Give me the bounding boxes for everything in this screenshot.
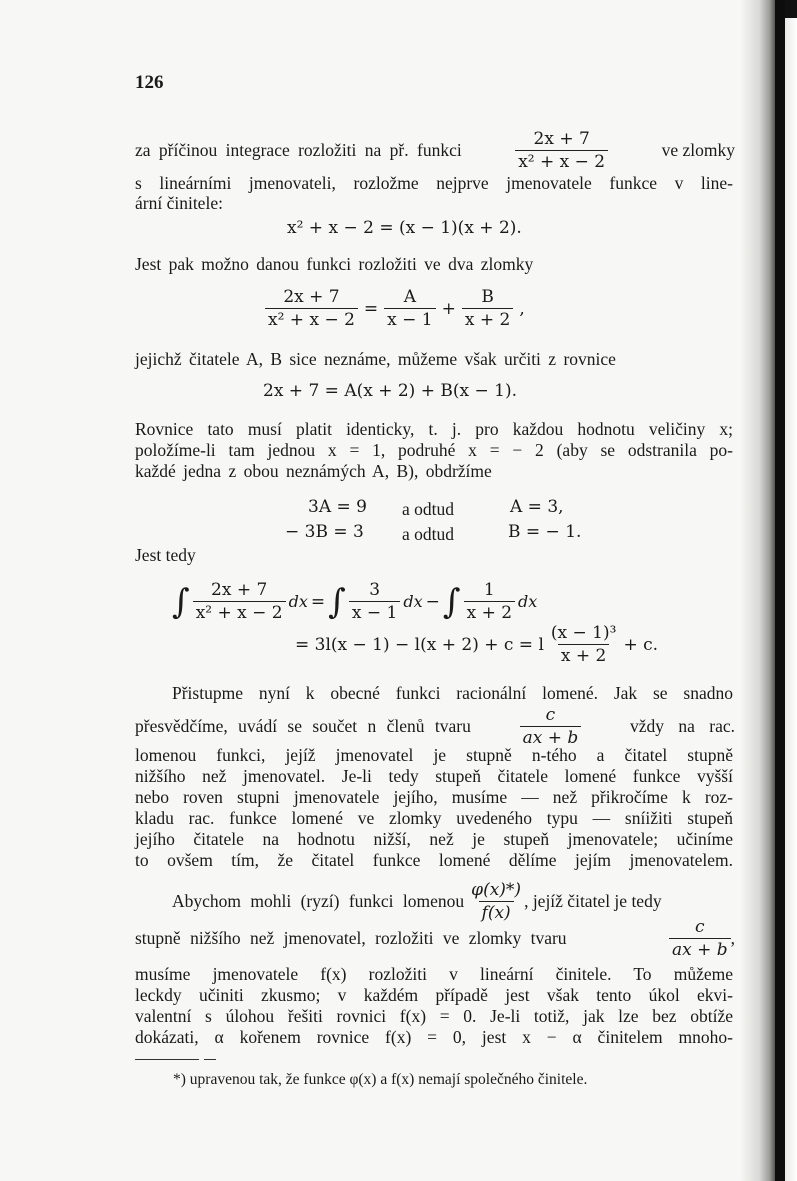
- fraction-group: [669, 917, 735, 960]
- fraction: $\frac{3}{x - 1}$: [349, 580, 400, 623]
- page-number: 126: [135, 72, 164, 93]
- equation-partial-fractions: [265, 287, 525, 330]
- equation-integral: [172, 580, 537, 623]
- system-row-1-right: A = 3,: [510, 497, 564, 517]
- text-line-3: ární činitele:: [135, 193, 223, 213]
- fraction-inline: $\frac{c}{ax + b}$: [520, 705, 582, 748]
- integral-sign: ∫: [328, 581, 346, 622]
- fraction: $\frac{2x + 7}{\text{x² + x − 2}}$: [193, 580, 286, 623]
- integral-sign: ∫: [172, 581, 190, 622]
- paragraph-3-line-6: dokázati, α kořenem rovnice f(x) = 0, jest x − α činitelem mnoho-: [135, 1027, 733, 1047]
- gutter-shadow: [740, 0, 775, 1181]
- text-line-1: [135, 129, 735, 172]
- minus-sign: −: [425, 591, 440, 612]
- paragraph-2-line-3: lomenou funkci, jejíž jmenovatel je stupně n-tého a čitatel stupně: [135, 745, 733, 765]
- paragraph-2-line-4: nižšího než jmenovatel. Je-li tedy stupeň čitatele lomené funkce vyšší: [135, 766, 733, 786]
- equation-integral-result: [295, 623, 658, 666]
- fraction: $\frac{B}{x + 2}$: [462, 287, 513, 330]
- fraction-inline: $\frac{\varphi(x)*)}{f(x)}$: [471, 880, 522, 923]
- result-tail: + c.: [623, 634, 659, 655]
- text-line-5: jejichž čitatele A, B sice neznáme, můžeme však určiti z rovnice: [135, 349, 616, 369]
- equation-identity: 2x + 7 = A(x + 2) + B(x − 1).: [263, 381, 517, 401]
- text-span: vždy na rac.: [629, 716, 735, 736]
- paragraph-2-line-8: to ovšem tím, že čitatel funkce lomené dělíme jejím jmenovatelem.: [135, 850, 733, 870]
- system-row-1-mid: a odtud: [402, 499, 455, 519]
- page-edge: [785, 0, 797, 1181]
- text-span: ve zlomky: [661, 140, 735, 160]
- dx: dx: [288, 592, 308, 611]
- equals-sign: =: [310, 591, 326, 612]
- fraction-inline: $\frac{c}{ax + b}$: [669, 917, 731, 960]
- paragraph-2-line-5: nebo roven stupni jmenovatele jejího, musíme — než přikročíme k roz-: [135, 787, 733, 807]
- fraction: $\frac{A}{x - 1}$: [384, 287, 435, 330]
- plus-sign: +: [441, 298, 456, 319]
- text-span: za příčinou integrace rozložiti na př. funkci: [135, 140, 462, 160]
- paragraph-2-line-7: jejího čitatele na hodnotu nižší, než je stupeň jmenovatele; učiníme: [135, 829, 733, 849]
- equation-factorization: x² + x − 2 = (x − 1)(x + 2).: [287, 218, 522, 238]
- footnote-rule-dash: [204, 1059, 216, 1060]
- text-line-9: Jest tedy: [135, 545, 196, 565]
- paragraph-2-line-2: [135, 705, 735, 748]
- result-expression: = 3l(x − 1) − l(x + 2) + c = l: [295, 634, 544, 655]
- text-span: Abychom mohli (ryzí) funkci lomenou: [172, 891, 465, 911]
- text-line-6: Rovnice tato musí platit identicky, t. j. pro každou hodnotu veličiny x;: [135, 419, 733, 439]
- paragraph-3-line-3: musíme jmenovatele f(x) rozložiti v lineární činitele. To můžeme: [135, 964, 733, 984]
- text-line-4: Jest pak možno danou funkci rozložiti ve dva zlomky: [135, 254, 534, 274]
- fraction: $\frac{1}{x + 2}$: [464, 580, 515, 623]
- text-span: , jejíž čitatel je tedy: [524, 891, 662, 911]
- fraction: $\frac{2x + 7}{\text{x² + x − 2}}$: [265, 287, 358, 330]
- dx: dx: [403, 592, 423, 611]
- text-span: stupně nižšího než jmenovatel, rozložiti ve zlomky tvaru: [135, 928, 567, 948]
- text-span: přesvědčíme, uvádí se součet n členů tvaru: [135, 716, 471, 736]
- footnote-rule: [135, 1059, 199, 1060]
- fraction-inline: $\frac{2x + 7}{\text{x² + x − 2}}$: [515, 129, 608, 172]
- system-row-2-left: − 3B = 3: [285, 522, 364, 542]
- system-row-2-right: B = − 1.: [508, 522, 582, 542]
- text-line-7: položíme-li tam jednou x = 1, podruhé x = − 2 (aby se odstranila po-: [135, 440, 733, 460]
- equals-sign: =: [363, 298, 379, 319]
- paragraph-3-line-4: leckdy učiniti zkusmo; v každém případě jest však tento úkol ekvi-: [135, 985, 733, 1005]
- text-line-2: s lineárními jmenovateli, rozložme nejprve jmenovatele funkce v line-: [135, 173, 733, 193]
- integral-sign: ∫: [442, 581, 461, 622]
- dx: dx: [518, 592, 538, 611]
- text-line-8: každé jedna z obou neznámých A, B), obdržíme: [135, 461, 492, 481]
- paragraph-2-line-6: kladu rac. funkce lomené ve zlomky uvedeného typu — sníižiti stupeň: [135, 808, 733, 828]
- paragraph-2-line-1: Přistupme nyní k obecné funkci racionální lomené. Jak se snadno: [172, 683, 733, 703]
- system-row-1-left: 3A = 9: [308, 497, 367, 517]
- footnote: *) upravenou tak, že funkce φ(x) a f(x) nemají společného činitele.: [173, 1071, 588, 1088]
- book-spine-edge: [775, 0, 785, 1181]
- fraction: $\frac{\text{(x − 1)³}}{x + 2}$: [550, 623, 617, 666]
- system-row-2-mid: a odtud: [402, 524, 455, 544]
- page-edge-top: [785, 0, 797, 18]
- paragraph-3-line-2: [135, 917, 735, 960]
- comma: ,: [519, 298, 525, 319]
- comma: ,: [730, 928, 735, 948]
- paragraph-3-line-5: valentní s úlohou řešiti rovnici f(x) = 0. Je-li totiž, jak lze bez obtíže: [135, 1006, 733, 1026]
